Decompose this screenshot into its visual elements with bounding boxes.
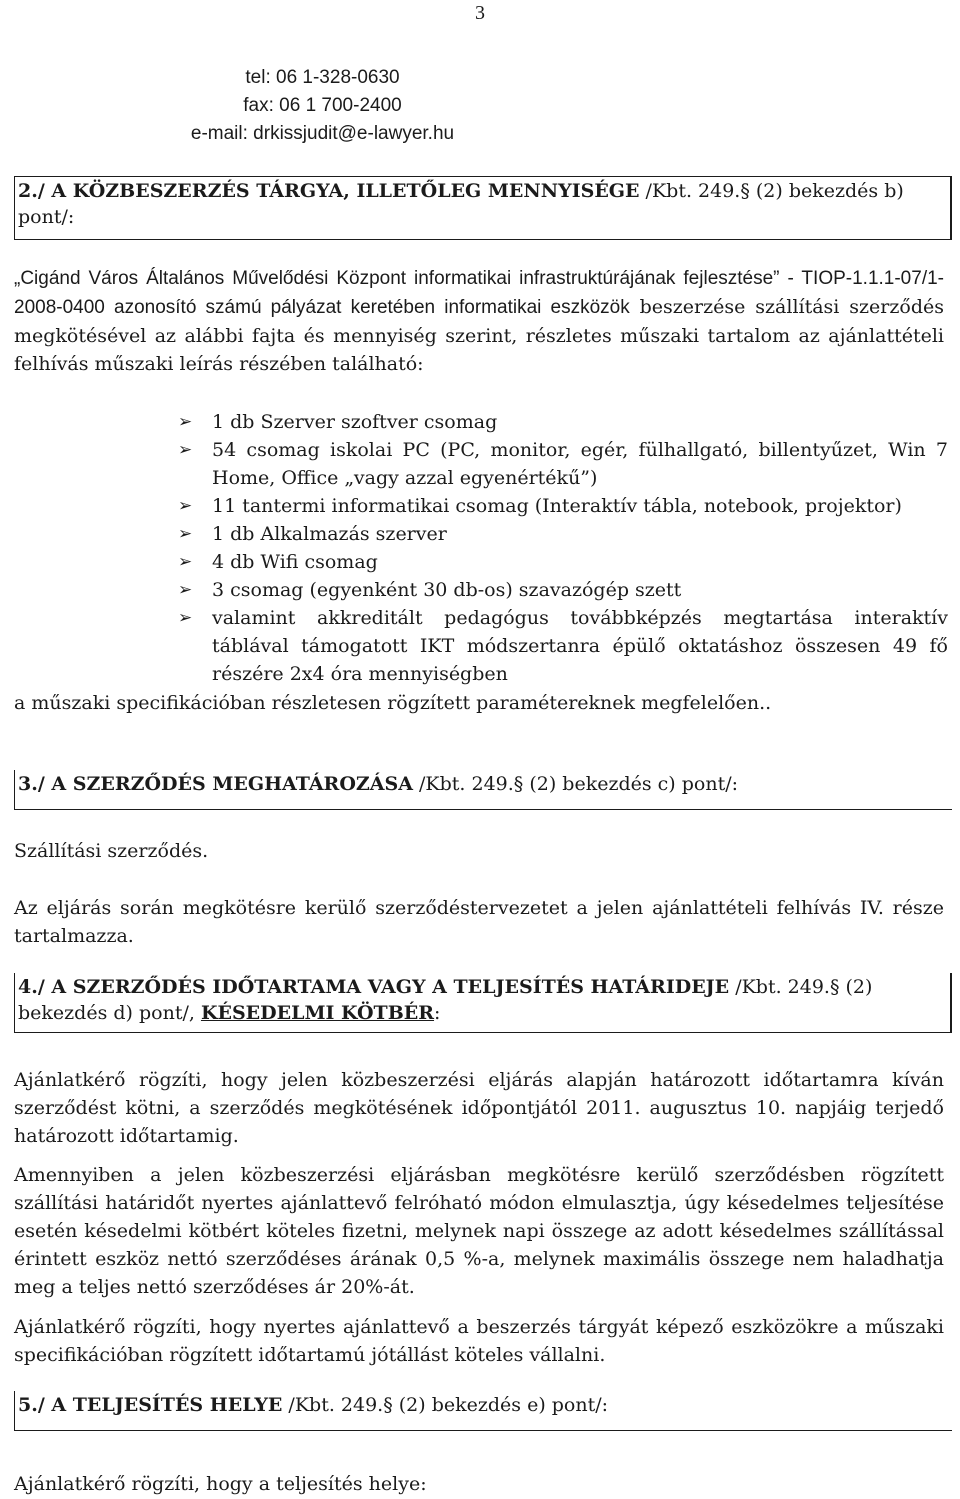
list-item: ➢ 3 csomag (egyenként 30 db-os) szavazógép szett: [178, 576, 948, 604]
section-4-title: 4./ A SZERZŐDÉS IDŐTARTAMA VAGY A TELJESÍTÉS HATÁRIDEJE: [18, 976, 730, 998]
specification-closing-line: a műszaki specifikációban részletesen rögzített paramétereknek megfelelően..: [14, 692, 772, 714]
contract-paragraph: Az eljárás során megkötésre kerülő szerződéstervezetet a jelen ajánlattételi felhívás IV. része tartalmazza.: [14, 897, 944, 947]
duration-paragraph: Ajánlatkérő rögzíti, hogy jelen közbeszerzési eljárás alapján határozott időtartamra kíván szerződést kötni, a szerződés megkötésének időpontjától 2011. augusztus 10. napjáig terjedő határozott időtartamig.: [14, 1069, 944, 1147]
section-2-reference: /Kbt. 249.§ (2) bekezdés b) pont/:: [18, 180, 904, 228]
arrow-bullet-icon: ➢: [178, 412, 193, 432]
late-penalty-label: KÉSEDELMI KÖTBÉR: [200, 1002, 435, 1024]
arrow-bullet-icon: ➢: [178, 552, 193, 572]
section-5-reference: /Kbt. 249.§ (2) bekezdés e) pont/:: [282, 1394, 609, 1416]
contact-fax: fax: 06 1 700-2400: [243, 95, 402, 116]
arrow-bullet-icon: ➢: [178, 440, 193, 460]
list-item: ➢ 4 db Wifi csomag: [178, 548, 948, 576]
arrow-bullet-icon: ➢: [178, 580, 193, 600]
list-item: ➢ valamint akkreditált pedagógus továbbképzés megtartása interaktív táblával támogatott IKT módszertanra épülő oktatáshoz összesen 49 fő részére 2x4 óra mennyiségben: [178, 604, 948, 688]
page-number: 3: [475, 2, 485, 24]
arrow-bullet-icon: ➢: [178, 496, 193, 516]
arrow-bullet-icon: ➢: [178, 608, 193, 628]
list-item: ➢ 54 csomag iskolai PC (PC, monitor, egér, fülhallgató, billentyűzet, Win 7 Home, Office „vagy azzal egyenértékű”): [178, 436, 948, 492]
items-list: [178, 408, 948, 688]
section-2-title: 2./ A KÖZBESZERZÉS TÁRGYA, ILLETŐLEG MENNYISÉGE: [18, 180, 640, 202]
list-item: ➢ 11 tantermi informatikai csomag (Interaktív tábla, notebook, projektor): [178, 492, 948, 520]
subject-description: beszerzése szállítási szerződés megkötésével az alábbi fajta és mennyiség szerint, részletes műszaki tartalom az ajánlattételi felhívás műszaki leírás részében található:: [14, 296, 944, 375]
section-4-reference: /Kbt. 249.§ (2) bekezdés d) pont/,: [18, 976, 873, 1024]
penalty-paragraph: Amennyiben a jelen közbeszerzési eljárásban megkötésre kerülő szerződésben rögzített szállítási határidőt nyertes ajánlattevő felróható módon elmulasztja, úgy késedelmes teljesítése esetén késedelmi kötbért köteles fizetni, melynek napi összege az adott késedelmes szállítással érintett eszköz nettó szerződéses árának 0,5 %-a, melynek maximális összege nem haladhatja meg a teljes nettó szerződéses ár 20%-át.: [14, 1164, 944, 1298]
arrow-bullet-icon: ➢: [178, 524, 193, 544]
list-item: ➢ 1 db Alkalmazás szerver: [178, 520, 948, 548]
subject-paragraph: [14, 264, 944, 378]
section-5-title: 5./ A TELJESÍTÉS HELYE: [18, 1394, 283, 1416]
contact-tel: tel: 06 1-328-0630: [245, 67, 400, 88]
contact-email: e-mail: drkissjudit@e-lawyer.hu: [190, 123, 455, 144]
section-2-heading: [14, 176, 952, 240]
section-3-reference: /Kbt. 249.§ (2) bekezdés c) pont/:: [412, 773, 739, 795]
list-item: ➢ 1 db Szerver szoftver csomag: [178, 408, 948, 436]
subject-project-title: „Cigánd Város Általános Művelődési Központ informatikai infrastruktúrájának fejlesztése” - TIOP-1.1.1-07/1-2008-0400 azonosító számú pályázat keretében informatikai eszközök: [14, 268, 944, 318]
section-5-heading: [14, 1391, 952, 1431]
section-3-heading: [14, 770, 952, 810]
section-4-heading: 4./ A SZERZŐDÉS IDŐTARTAMA VAGY A TELJESÍTÉS HATÁRIDEJE /Kbt. 249.§ (2) bekezdés d) pont/, KÉSEDELMI KÖTBÉR:: [14, 973, 952, 1033]
place-of-performance-line: Ajánlatkérő rögzíti, hogy a teljesítés helye:: [14, 1473, 427, 1495]
contract-type: Szállítási szerződés.: [14, 840, 209, 862]
contact-block: [0, 64, 645, 148]
section-3-title: 3./ A SZERZŐDÉS MEGHATÁROZÁSA: [18, 773, 413, 795]
warranty-paragraph: Ajánlatkérő rögzíti, hogy nyertes ajánlattevő a beszerzés tárgyát képező eszközökre a műszaki specifikációban rögzített időtartamú jótállást köteles vállalni.: [14, 1316, 944, 1366]
